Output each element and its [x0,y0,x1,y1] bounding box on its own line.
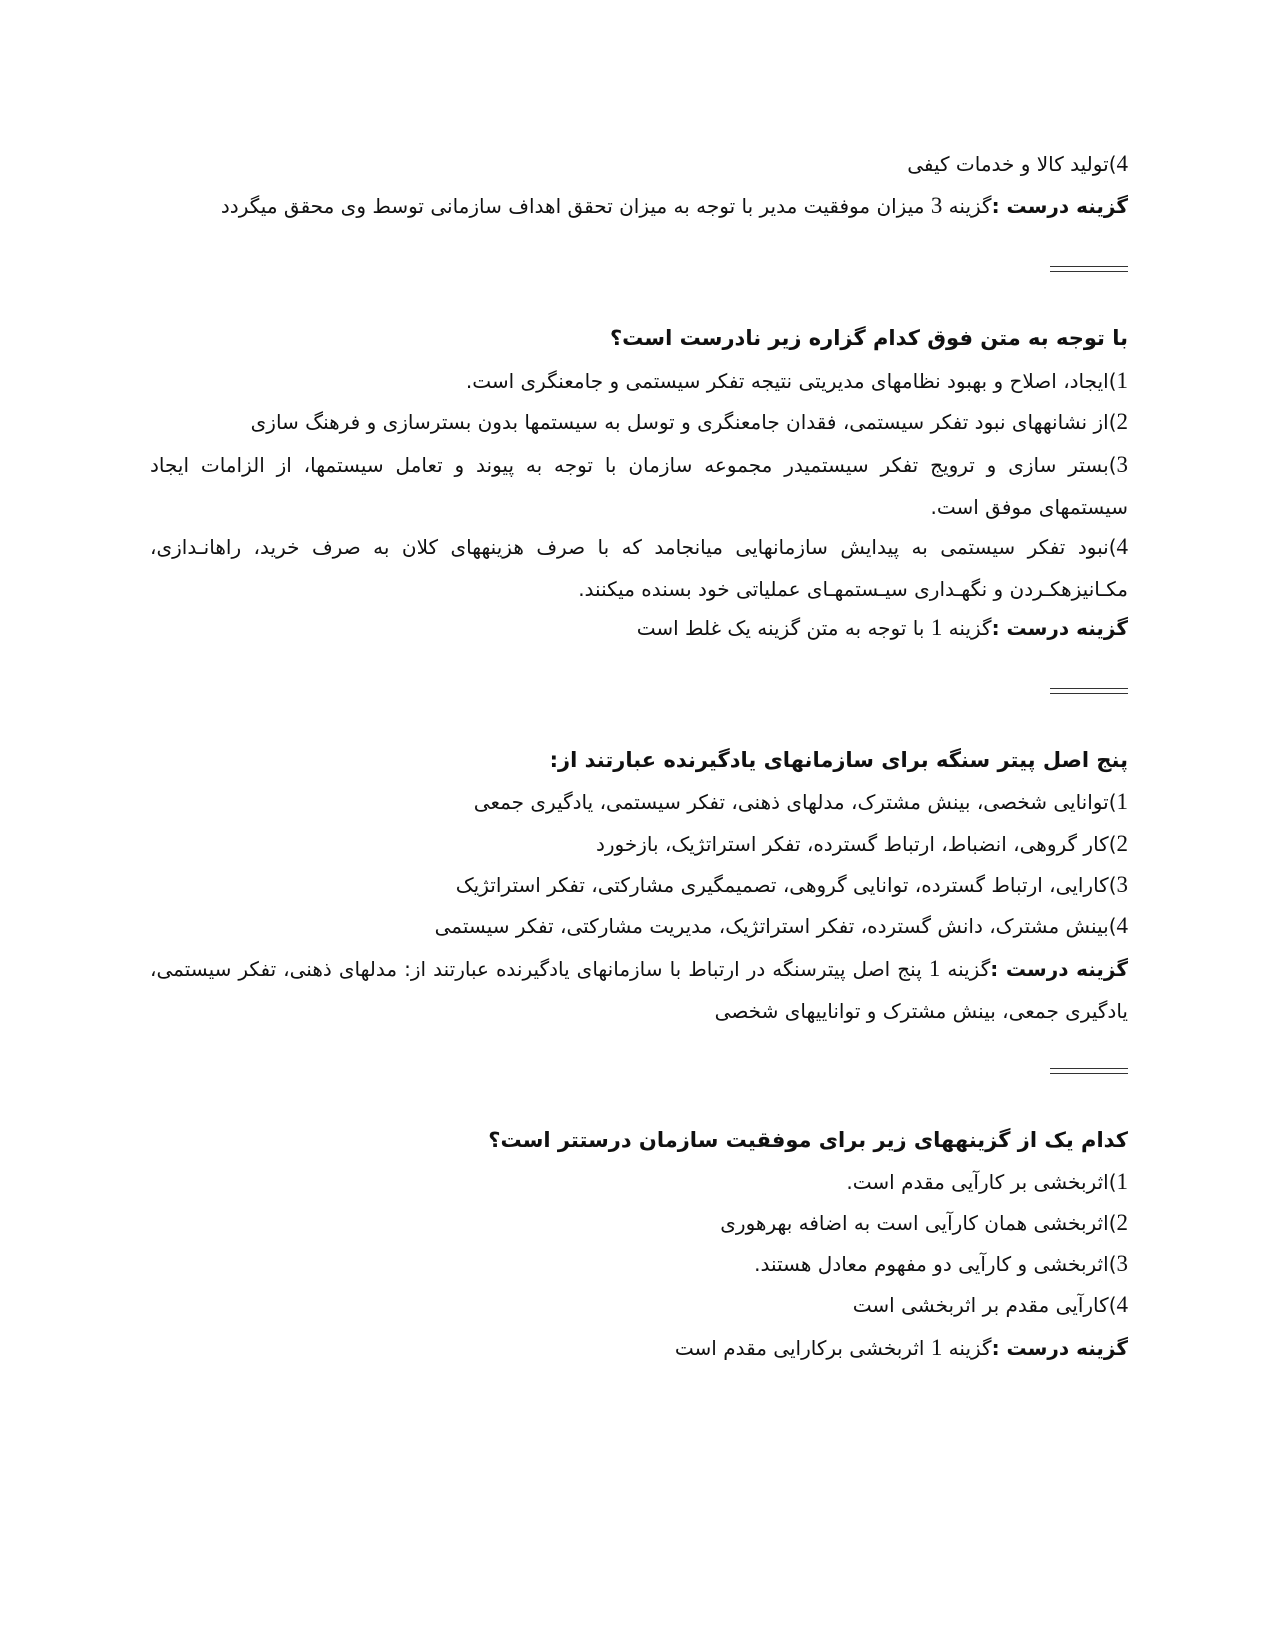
option-line: 3)بستر سازی و ترویج تفکر سیستمیدر مجموعه سازمان با توجه به پیوند و تعامل سیستمها، از الزامات ایجاد سیستمهای موفق است. [150,452,1128,519]
answer-number: 1 [928,956,941,981]
option-number: 2 [1116,1210,1128,1235]
option-text: اثربخشی بر کارآیی مقدم است. [846,1170,1109,1194]
option-line: 1)ایجاد، اصلاح و بهبود نظامهای مدیریتی نتیجه تفکر سیستمی و جامعنگری است. [465,368,1128,393]
answer-label: گزینه درست : [990,957,1128,981]
option-text: کارآیی مقدم بر اثربخشی است [852,1293,1109,1317]
answer-text-prefix: گزینه [940,957,991,981]
option-number: 1 [1116,1169,1128,1194]
answer-label: گزینه درست : [991,1336,1128,1360]
option-text: تولید کالا و خدمات کیفی [907,152,1109,176]
option-line: 1)توانایی شخصی، بینش مشترک، مدلهای ذهنی، تفکر سیستمی، یادگیری جمعی [473,789,1128,814]
option-number: 3 [1116,452,1128,477]
option-number: 3 [1116,1251,1128,1276]
answer-text-prefix: گزینه [942,1336,992,1360]
option-number: 1 [1116,789,1128,814]
answer-text: اثربخشی برکارایی مقدم است [674,1336,931,1360]
option-text: ایجاد، اصلاح و بهبود نظامهای مدیریتی نتیجه تفکر سیستمی و جامعنگری است. [465,369,1109,393]
option-line: 1)اثربخشی بر کارآیی مقدم است. [846,1169,1128,1194]
answer-line [221,192,1128,220]
option-line: 4)تولید کالا و خدمات کیفی [907,151,1128,176]
answer-line [675,1334,1128,1362]
answer-line [637,614,1128,642]
option-line: 3)اثربخشی و کارآیی دو مفهوم معادل هستند. [754,1251,1128,1276]
option-number: 1 [1116,368,1128,393]
option-line: 2)اثربخشی همان کارآیی است به اضافه بهرهوری [720,1210,1128,1235]
option-text: اثربخشی همان کارآیی است به اضافه بهرهوری [720,1211,1109,1235]
option-line: 4)نبود تفکر سیستمی به پیدایش سازمانهایی میانجامد که با صرف هزینههای کلان به صرف خرید، راهانـدازی، مکـانیزهکـردن و نگهـداری سیـستمهـای عملیاتی خود بسنده میکنند. [150,534,1128,601]
option-number: 4 [1116,534,1128,559]
answer-text: با توجه به متن گزینه یک غلط است [636,616,931,640]
answer-line [150,948,1128,1032]
option-line: 3)کارایی، ارتباط گسترده، توانایی گروهی، تصمیمگیری مشارکتی، تفکر استراتژیک [455,872,1128,897]
option-number: 2 [1116,831,1128,856]
separator [1050,688,1128,694]
option-number: 3 [1116,872,1128,897]
question-heading: کدام یک از گزینههای زیر برای موفقیت سازمان درستتر است؟ [488,1128,1128,1152]
option-text: نبود تفکر سیستمی به پیدایش سازمانهایی میانجامد که با صرف هزینههای کلان به صرف خرید، راهانـدازی، مکـانیزهکـردن و نگهـداری سیـستمهـای عملیاتی خود بسنده میکنند. [150,535,1128,601]
question-heading: پنج اصل پیتر سنگه برای سازمانهای یادگیرنده عبارتند از: [549,748,1128,772]
option-line: 4)کارآیی مقدم بر اثربخشی است [852,1292,1128,1317]
option-line: 2)از نشانههای نبود تفکر سیستمی، فقدان جامعنگری و توسل به سیستمها بدون بسترسازی و فرهنگ سازی [250,409,1128,434]
answer-number: 1 [930,615,943,640]
option-number: 2 [1116,409,1128,434]
option-text: بینش مشترک، دانش گسترده، تفکر استراتژیک، مدیریت مشارکتی، تفکر سیستمی [434,914,1109,938]
option-text: بستر سازی و ترویج تفکر سیستمیدر مجموعه سازمان با توجه به پیوند و تعامل سیستمها، از الزامات ایجاد سیستمهای موفق است. [150,453,1128,519]
answer-label: گزینه درست : [991,194,1128,218]
option-line: 4)بینش مشترک، دانش گسترده، تفکر استراتژیک، مدیریت مشارکتی، تفکر سیستمی [434,913,1128,938]
option-number: 4 [1116,1292,1128,1317]
answer-text-prefix: گزینه [942,616,992,640]
question-heading: با توجه به متن فوق کدام گزاره زیر نادرست است؟ [610,326,1128,350]
option-text: از نشانههای نبود تفکر سیستمی، فقدان جامعنگری و توسل به سیستمها بدون بسترسازی و فرهنگ سازی [250,410,1109,434]
option-number: 4 [1116,151,1128,176]
answer-label: گزینه درست : [991,616,1128,640]
option-text: اثربخشی و کارآیی دو مفهوم معادل هستند. [754,1252,1109,1276]
option-text: کار گروهی، انضباط، ارتباط گسترده، تفکر استراتژیک، بازخورد [595,832,1109,856]
answer-text: پنج اصل پیترسنگه در ارتباط با سازمانهای یادگیرنده عبارتند از: مدلهای ذهنی، تفکر سیستمی، یادگیری جمعی، بینش مشترک و تواناییهای شخصی [150,957,1128,1023]
option-line: 2)کار گروهی، انضباط، ارتباط گسترده، تفکر استراتژیک، بازخورد [595,831,1128,856]
option-text: توانایی شخصی، بینش مشترک، مدلهای ذهنی، تفکر سیستمی، یادگیری جمعی [473,790,1109,814]
answer-text-prefix: گزینه [942,194,992,218]
separator [1050,1068,1128,1074]
separator [1050,266,1128,272]
option-text: کارایی، ارتباط گسترده، توانایی گروهی، تصمیمگیری مشارکتی، تفکر استراتژیک [455,873,1109,897]
option-number: 4 [1116,913,1128,938]
answer-number: 3 [930,193,943,218]
answer-text: میزان موفقیت مدیر با توجه به میزان تحقق اهداف سازمانی توسط وی محقق میگردد [220,194,931,218]
answer-number: 1 [930,1335,943,1360]
